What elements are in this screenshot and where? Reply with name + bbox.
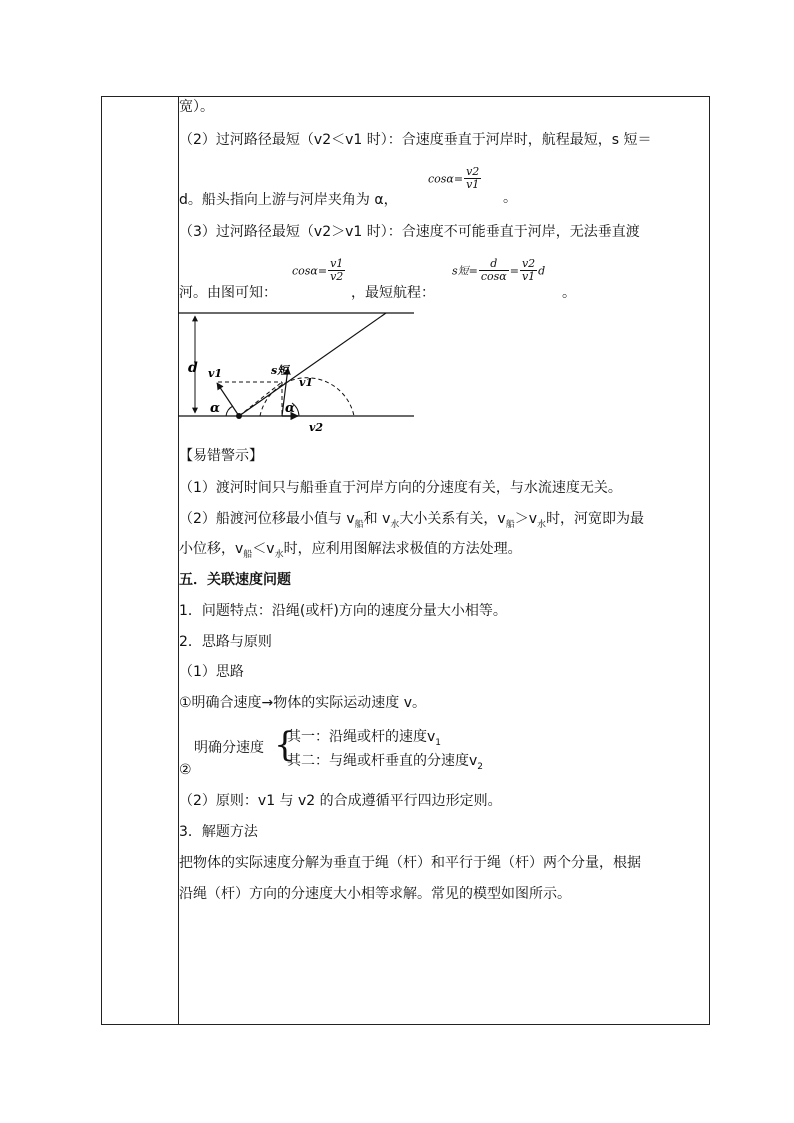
text-span: ＜v — [252, 541, 275, 557]
label-v2: v2 — [309, 421, 324, 434]
text-line — [179, 190, 398, 210]
dashed-line — [239, 382, 282, 416]
label-v1-left: v1 — [208, 367, 223, 380]
text-span: 和 v — [363, 511, 391, 527]
subscript: 水 — [274, 549, 284, 560]
text-line: 宽）。 — [179, 99, 214, 115]
text-line: 把物体的实际速度分解为垂直于绳（杆）和平行于绳（杆）两个分量，根据 — [179, 855, 641, 871]
formula-num: v2 — [466, 165, 480, 178]
formula-lhs: cosα= — [292, 264, 328, 278]
label-d: d — [188, 360, 198, 376]
text-line: 3．解题方法 — [179, 824, 258, 840]
text-line: （2）过河路径最短（v2＜v1 时）：合速度垂直于河岸时，航程最短，s 短＝ — [179, 132, 652, 148]
formula-num: v2 — [521, 257, 536, 270]
subscript: 船 — [505, 519, 515, 530]
brace-item — [287, 751, 483, 777]
brace-label: 明确分速度 — [194, 740, 264, 756]
text-line: ①明确合速度→物体的实际运动速度 v。 — [179, 695, 427, 711]
label-v1-right: v1 — [299, 376, 314, 389]
formula-shortest-path — [452, 258, 545, 283]
text-line: ② — [179, 762, 192, 778]
text-line: ，最短航程： — [351, 285, 435, 301]
warning-title: 【易错警示】 — [179, 448, 263, 464]
label-alpha-right: α — [285, 401, 296, 416]
formula-lhs: cosα= — [428, 172, 464, 186]
brace-item — [287, 727, 441, 753]
formula-tail: d — [538, 264, 546, 278]
formula-lhs: s短= — [452, 264, 478, 278]
text-line — [179, 539, 522, 565]
brace-item-text: 其一：沿绳或杆的速度v — [287, 729, 436, 745]
river-crossing-diagram — [178, 306, 418, 436]
text-span: （2）船渡河位移最小值与 v — [179, 511, 355, 527]
text-line: 1．问题特点：沿绳(或杆)方向的速度分量大小相等。 — [179, 603, 507, 619]
formula-den: v1 — [466, 178, 480, 191]
text-line — [179, 509, 644, 535]
text-line: 2．思路与原则 — [179, 634, 272, 650]
subscript: 水 — [390, 519, 400, 530]
path-line — [239, 313, 386, 416]
brace-symbol: { — [274, 725, 296, 765]
subscript: 2 — [477, 761, 484, 772]
label-s-short: s短 — [271, 364, 289, 377]
label-alpha-left: α — [210, 401, 221, 416]
formula-den: cosα — [480, 270, 507, 283]
text-span: ＞v — [514, 511, 538, 527]
subscript: 船 — [243, 549, 253, 560]
alpha-arc — [226, 406, 233, 416]
text-span: 时，应利用图解法求极值的方法处理。 — [283, 541, 522, 557]
text-line: 。 — [503, 190, 517, 206]
text-line: （2）原则：v1 与 v2 的合成遵循平行四边形定则。 — [179, 793, 502, 809]
text-line: 沿绳（杆）方向的分速度大小相等求解。常见的模型如图所示。 — [179, 886, 571, 902]
boat-point — [236, 413, 242, 419]
formula-den: v1 — [521, 270, 536, 283]
formula-num: d — [479, 258, 509, 271]
brace-item-text: 其二：与绳或杆垂直的分速度v — [287, 753, 478, 769]
formula-cos-alpha-1 — [428, 166, 482, 191]
text-line: （1）思路 — [179, 664, 244, 680]
subscript: 1 — [435, 737, 442, 748]
text-span: d。船头指向上游与河岸夹角为 α， — [179, 192, 398, 208]
subscript: 水 — [537, 519, 547, 530]
formula-num: v1 — [330, 257, 344, 270]
formula-eq: = — [509, 264, 519, 278]
section-heading: 五．关联速度问题 — [179, 572, 291, 588]
text-line: （1）渡河时间只与船垂直于河岸方向的分速度有关，与水流速度无关。 — [179, 480, 622, 496]
text-span: 河。由图可知： — [179, 285, 277, 301]
text-line: （3）过河路径最短（v2＞v1 时）：合速度不可能垂直于河岸，无法垂直渡 — [179, 224, 640, 240]
text-line — [179, 283, 277, 303]
text-span: 时，河宽即为最 — [546, 511, 645, 527]
text-span: 小位移，v — [179, 541, 244, 557]
formula-den: v2 — [330, 270, 344, 283]
text-span: 大小关系有关，v — [399, 511, 506, 527]
text-line: 。 — [562, 285, 576, 301]
formula-cos-alpha-2 — [292, 258, 346, 283]
subscript: 船 — [354, 519, 364, 530]
